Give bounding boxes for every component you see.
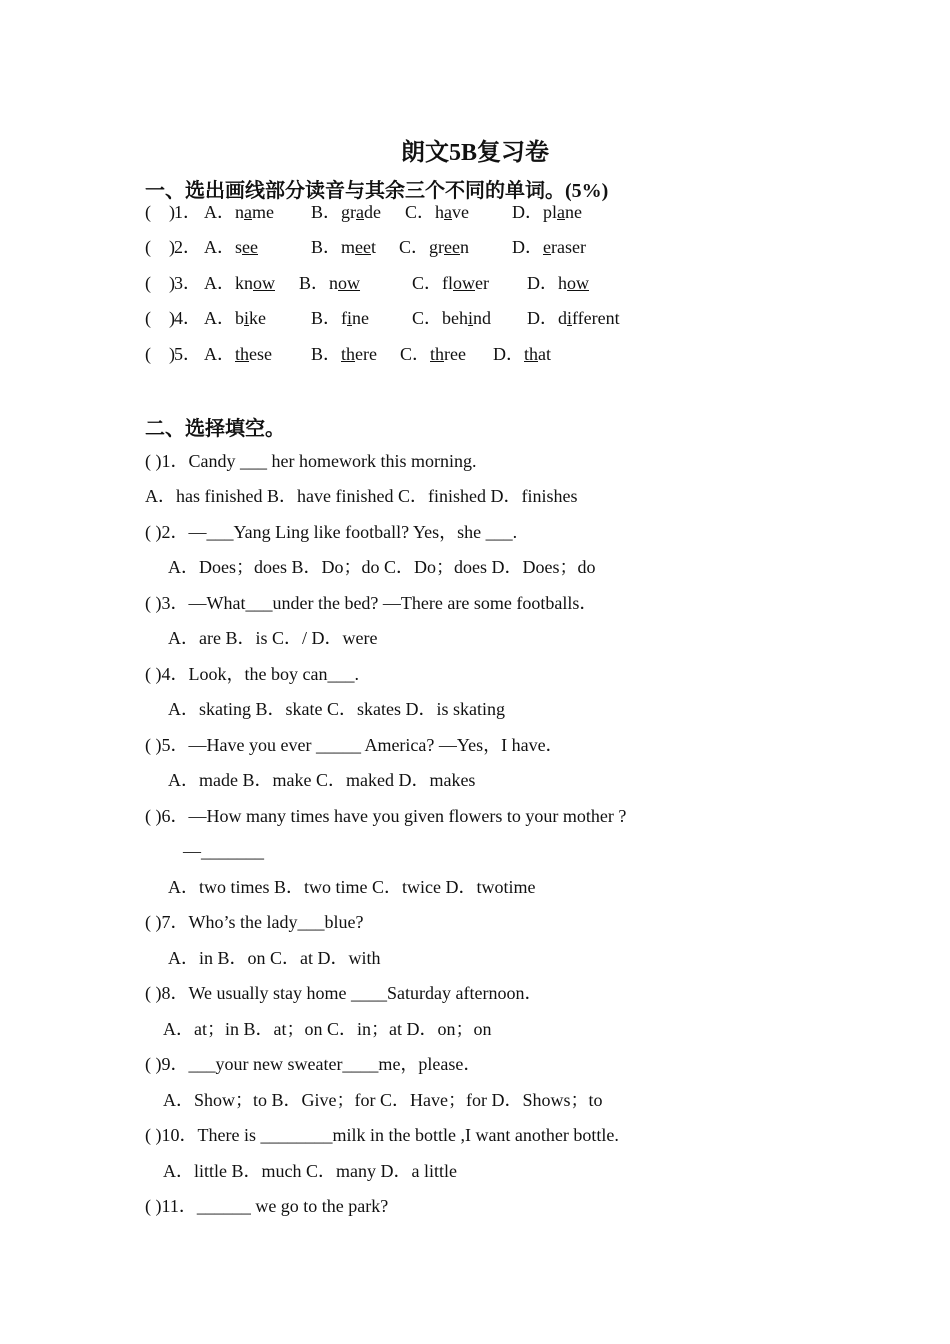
q3-option-d <box>527 271 589 295</box>
s2-line-16: ( )8．We usually stay home ____Saturday afternoon． <box>145 983 543 1003</box>
word-prefix: s <box>235 237 243 257</box>
underlined-letters: ow <box>453 273 476 293</box>
word-suffix: fferent <box>572 308 620 328</box>
q4-option-b <box>311 306 369 330</box>
option-label: C． <box>412 308 443 328</box>
q2-close-paren: ) <box>169 237 175 257</box>
underlined-letters: ee <box>242 237 258 257</box>
q1-close-paren: ) <box>169 202 175 222</box>
q5-option-d <box>493 342 551 366</box>
s2-line-2: A．has finished B．have finished C．finished D．finishes <box>145 486 578 506</box>
q2-option-c <box>399 235 469 259</box>
option-label: D． <box>512 237 543 257</box>
option-label: A． <box>204 344 235 364</box>
underlined-letters: th <box>341 344 356 364</box>
word-suffix: ree <box>444 344 467 364</box>
word-prefix: gr <box>429 237 445 257</box>
q1-open-paren: ( <box>145 202 151 222</box>
q1-number: 1． <box>174 202 201 222</box>
underlined-letters: a <box>444 202 453 222</box>
s2-line-22: ( )11．______ we go to the park? <box>145 1196 389 1216</box>
underlined-letters: a <box>244 202 252 222</box>
underlined-letters: ow <box>253 273 275 293</box>
option-label: A． <box>204 273 235 293</box>
s2-line-21: A．little B．much C．many D．a little <box>163 1161 457 1181</box>
page-title: 朗文5B复习卷 <box>400 140 549 166</box>
word-suffix: ere <box>355 344 378 364</box>
option-label: C． <box>399 237 430 257</box>
word-suffix: raser <box>551 237 586 257</box>
word-prefix: gr <box>341 202 357 222</box>
q3-close-paren: ) <box>169 273 175 293</box>
s2-line-3: ( )2．—___Yang Ling like football? Yes，she ___. <box>145 522 518 542</box>
section-2-heading: 二、选择填空。 <box>145 418 285 440</box>
underlined-letters: ow <box>338 273 361 293</box>
q2-open-paren: ( <box>145 237 151 257</box>
option-label: D． <box>512 202 543 222</box>
option-label: A． <box>204 237 235 257</box>
option-label: B． <box>311 344 342 364</box>
underlined-letters: i <box>244 308 250 328</box>
word-prefix: n <box>329 273 339 293</box>
q5-close-paren: ) <box>169 344 175 364</box>
s2-line-1: ( )1．Candy ___ her homework this morning. <box>145 451 477 471</box>
s2-line-7: ( )4．Look，the boy can___. <box>145 664 359 684</box>
word-prefix: d <box>558 308 567 328</box>
word-suffix: me <box>252 202 274 222</box>
word-suffix: nd <box>473 308 492 328</box>
option-label: B． <box>311 202 342 222</box>
word-prefix: pl <box>543 202 558 222</box>
option-label: C． <box>412 273 443 293</box>
underlined-letters: ee <box>444 237 460 257</box>
s2-line-14: ( )7．Who’s the lady___blue? <box>145 912 364 932</box>
s2-line-19: A．Show；to B．Give；for C．Have；for D．Shows；to <box>163 1090 603 1110</box>
q5-open-paren: ( <box>145 344 151 364</box>
underlined-letters: e <box>543 237 551 257</box>
q2-option-a <box>204 235 258 259</box>
q5-option-a <box>204 342 272 366</box>
option-label: D． <box>527 273 558 293</box>
s2-line-10: A．made B．make C．maked D．makes <box>168 770 476 790</box>
underlined-letters: i <box>347 308 353 328</box>
word-suffix: ke <box>249 308 267 328</box>
option-label: B． <box>311 308 342 328</box>
q1-option-c <box>405 200 469 224</box>
underlined-letters: i <box>567 308 573 328</box>
option-label: D． <box>527 308 558 328</box>
option-label: B． <box>311 237 342 257</box>
word-prefix: fl <box>442 273 454 293</box>
word-suffix: t <box>371 237 377 257</box>
underlined-letters: th <box>430 344 445 364</box>
underlined-letters: ee <box>355 237 372 257</box>
q3-option-c <box>412 271 489 295</box>
option-label: A． <box>204 202 235 222</box>
q5-number: 5． <box>174 344 201 364</box>
q4-option-a <box>204 306 266 330</box>
s2-line-18: ( )9．___your new sweater____me，please． <box>145 1054 482 1074</box>
word-suffix: er <box>475 273 489 293</box>
q4-close-paren: ) <box>169 308 175 328</box>
option-label: A． <box>204 308 235 328</box>
section-1-heading: 一、选出画线部分读音与其余三个不同的单词。(5%) <box>145 180 609 202</box>
q4-option-d <box>527 306 620 330</box>
q3-option-b <box>299 271 360 295</box>
word-prefix: f <box>341 308 348 328</box>
q1-option-b <box>311 200 381 224</box>
s2-line-20: ( )10．There is ________milk in the bottle ,I want another bottle. <box>145 1125 619 1145</box>
q5-option-b <box>311 342 377 366</box>
word-suffix: ne <box>565 202 583 222</box>
q5-option-c <box>400 342 466 366</box>
word-prefix: m <box>341 237 356 257</box>
underlined-letters: th <box>235 344 250 364</box>
s2-line-15: A．in B．on C．at D．with <box>168 948 381 968</box>
underlined-letters: a <box>557 202 566 222</box>
q3-open-paren: ( <box>145 273 151 293</box>
word-suffix: de <box>364 202 382 222</box>
s2-line-9: ( )5．—Have you ever _____ America? —Yes，I have． <box>145 735 564 755</box>
underlined-letters: i <box>468 308 474 328</box>
word-prefix: kn <box>235 273 253 293</box>
word-suffix: ve <box>452 202 470 222</box>
option-label: B． <box>299 273 330 293</box>
word-prefix: h <box>558 273 567 293</box>
s2-line-4: A．Does；does B．Do；do C．Do；does D．Does；do <box>168 557 596 577</box>
s2-line-8: A．skating B．skate C．skates D．is skating <box>168 699 505 719</box>
word-prefix: n <box>235 202 244 222</box>
word-suffix: ne <box>352 308 370 328</box>
s2-line-11: ( )6．—How many times have you given flowers to your mother ? <box>145 806 627 826</box>
word-prefix: beh <box>442 308 469 328</box>
q2-option-b <box>311 235 376 259</box>
word-prefix: h <box>435 202 445 222</box>
word-suffix: at <box>538 344 552 364</box>
underlined-letters: th <box>524 344 539 364</box>
option-label: C． <box>400 344 431 364</box>
q4-number: 4． <box>174 308 201 328</box>
q4-option-c <box>412 306 491 330</box>
word-prefix: b <box>235 308 244 328</box>
option-label: D． <box>493 344 524 364</box>
q2-number: 2． <box>174 237 201 257</box>
q3-number: 3． <box>174 273 201 293</box>
q4-open-paren: ( <box>145 308 151 328</box>
s2-line-13: A．two times B．two time C．twice D．twotime <box>168 877 536 897</box>
q3-option-a <box>204 271 275 295</box>
s2-line-5: ( )3．—What___under the bed? —There are some footballs． <box>145 593 598 613</box>
word-suffix: n <box>460 237 469 257</box>
option-label: C． <box>405 202 436 222</box>
underlined-letters: ow <box>567 273 589 293</box>
word-suffix: ese <box>249 344 272 364</box>
q1-option-d <box>512 200 582 224</box>
s2-line-6: A．are B．is C．/ D．were <box>168 628 378 648</box>
underlined-letters: a <box>356 202 365 222</box>
q2-option-d <box>512 235 586 259</box>
q1-option-a <box>204 200 274 224</box>
s2-line-17: A．at；in B．at；on C．in；at D．on；on <box>163 1019 492 1039</box>
s2-line-12: —_______ <box>183 841 264 861</box>
